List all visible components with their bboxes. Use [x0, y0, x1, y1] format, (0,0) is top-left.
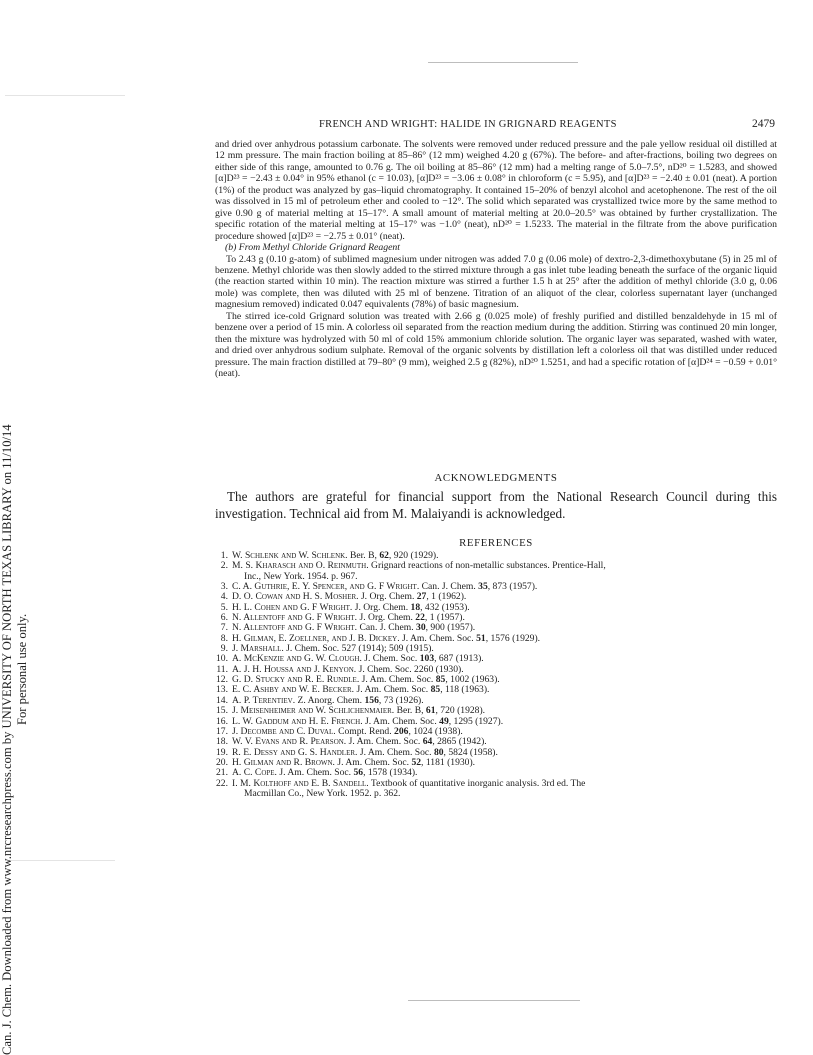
reference-pages: , 1024 (1938). [408, 725, 463, 737]
reference-pages: , 1 (1962). [426, 591, 467, 603]
personal-use-line: For personal use only. [15, 613, 29, 725]
reference-authors: E. C. Ashby and W. E. Becker. [232, 684, 355, 696]
reference-pages: , 432 (1953). [420, 601, 470, 613]
reference-number: 11. [216, 663, 228, 675]
acknowledgments-heading: ACKNOWLEDGMENTS [434, 472, 558, 484]
reference-pages: , 1576 (1929). [485, 632, 541, 644]
scan-speck [428, 62, 578, 63]
acknowledgments-text: The authors are grateful for financial support from the National Research Council during this investigation. Technical aid from M. Malaiyandi is acknowledged. [215, 489, 777, 521]
reference-journal: J. Am. Chem. Soc. [356, 684, 429, 696]
reference-volume: 62 [379, 550, 389, 561]
reference-authors: J. Decombe and C. Duval. [232, 725, 336, 737]
reference-pages: , 1578 (1934). [363, 767, 418, 779]
reference-authors: A. P. Terentiev. [232, 694, 296, 706]
reference-journal: J. Org. Chem. [359, 612, 413, 624]
reference-authors: W. V. Evans and R. Pearson. [232, 736, 347, 748]
reference-pages: 2260 (1930). [414, 663, 464, 675]
reference-number: 22. [216, 777, 228, 789]
reference-pages: , 2865 (1942). [432, 736, 487, 748]
reference-journal: Can. J. Chem. [421, 581, 476, 593]
reference-number: 3. [220, 581, 228, 593]
reference-journal: J. Org. Chem. [360, 591, 415, 603]
reference-volume: 18 [410, 601, 421, 613]
reference-journal: Can. J. Chem. [359, 622, 414, 634]
reference-volume: 103 [419, 653, 435, 665]
reference-volume: 85 [430, 684, 441, 696]
reference-pages: , 1 (1957). [424, 612, 465, 624]
reference-journal: Ber. B, [349, 550, 377, 561]
scan-speck [408, 1000, 580, 1001]
section-subheading: (b) From Methyl Chloride Grignard Reagent [225, 242, 401, 254]
reference-authors: A. J. H. Houssa and J. Kenyon. [232, 663, 357, 675]
reference-continuation: Inc., New York. 1954. p. 967. [244, 570, 358, 582]
reference-continuation: Macmillan Co., New York. 1952. p. 362. [244, 787, 401, 799]
reference-journal: J. Am. Chem. Soc. [361, 674, 434, 686]
reference-authors: A. C. Cope. [232, 767, 277, 779]
reference-authors: J. Marshall. [232, 643, 284, 655]
reference-authors: N. Allentoff and G. F Wright. [232, 612, 358, 624]
reference-volume: 56 [353, 767, 364, 779]
reference-number: 21. [216, 767, 228, 779]
reference-authors: G. D. Stucky and R. E. Rundle. [232, 674, 360, 686]
reference-journal: J. Chem. Soc. [358, 663, 412, 675]
reference-pages: , 720 (1928). [435, 705, 486, 717]
reference-number: 16. [216, 715, 228, 727]
reference-number: 15. [216, 705, 228, 717]
reference-pages: , 920 (1929). [388, 550, 439, 561]
body-paragraph: To 2.43 g (0.10 g-atom) of sublimed magnesium under nitrogen was added 7.0 g (0.06 mole) of dextro-2,3-dimethoxybutane (5) in 25 ml of benzene. Methyl chloride was then slowly added to the stirred mixture through a gas inlet tube leading beneath the surface of the organic liquid (the reaction started within 10 min). The reaction mixture was stirred a further 1.5 h at 25° after the addition of methyl chloride (3.0 g, 0.06 mole) was complete, then was diluted with 25 ml of benzene. Titration of an aliquot of the clear, colorless supernatant layer (unchanged magnesium removed) indicated 0.047 equivalents (78%) of basic magnesium. [215, 253, 777, 311]
reference-number: 1. [220, 550, 228, 561]
reference-number: 9. [220, 643, 228, 655]
download-notice-line: Can. J. Chem. Downloaded from www.nrcresearchpress.com by UNIVERSITY OF NORTH TEXAS LIBRARY on 11/10/14 [0, 424, 14, 1055]
reference-authors: C. A. Guthrie, E. Y. Spencer, and G. F Wright. [232, 581, 420, 593]
reference-journal: Grignard reactions of non-metallic substances. Prentice-Hall, [371, 560, 606, 572]
body-paragraph: The stirred ice-cold Grignard solution was treated with 2.66 g (0.025 mole) of freshly purified and distilled benzaldehyde in 15 ml of benzene over a period of 15 min. A colorless oil separated from the reaction medium during the addition. Stirring was continued 20 min longer, then the mixture was hydrolyzed with 50 ml of cold 15% ammonium chloride solution. The organic layer was separated, washed with water, and dried over anhydrous sodium sulphate. Removal of the organic solvents by distillation left a colorless oil that was distilled under reduced pressure. The main fraction distilled at 79–80° (9 mm), weighed 2.5 g (82%), nD²⁰ 1.5251, and had a specific rotation of [α]D²⁴ = −0.59 + 0.01° (neat). [215, 310, 777, 380]
reference-journal: J. Am. Chem. Soc. [337, 756, 410, 768]
reference-journal: J. Chem. Soc. [364, 653, 418, 665]
reference-journal: Ber. B, [396, 705, 424, 717]
running-title: FRENCH AND WRIGHT: HALIDE IN GRIGNARD REAGENTS [319, 119, 617, 130]
reference-journal: J. Am. Chem. Soc. [402, 632, 474, 644]
reference-authors: H. L. Cohen and G. F Wright. [232, 601, 353, 613]
experimental-text [215, 139, 777, 380]
reference-authors: D. O. Cowan and H. S. Mosher. [232, 591, 359, 603]
reference-number: 17. [216, 725, 228, 737]
reference-journal: J. Org. Chem. [354, 601, 409, 613]
reference-volume: 156 [364, 694, 379, 706]
reference-authors: J. Meisenheimer and W. Schlichenmaier. [232, 705, 395, 717]
reference-pages: , 1295 (1927). [448, 715, 504, 727]
reference-pages: 527 (1914); 509 (1915). [341, 643, 434, 655]
reference-journal: J. Am. Chem. Soc. [365, 715, 437, 727]
reference-number: 2. [220, 560, 228, 572]
reference-pages: , 1002 (1963). [445, 674, 500, 686]
reference-authors: N. Allentoff and G. F Wright. [232, 622, 358, 634]
page-number: 2479 [752, 118, 775, 130]
reference-volume: 52 [411, 756, 422, 768]
reference-volume: 80 [433, 746, 444, 758]
reference-item [215, 779, 777, 800]
reference-pages: , 873 (1957). [487, 581, 538, 593]
reference-authors: I. M. Kolthoff and E. B. Sandell. [232, 777, 369, 789]
reference-journal: Z. Anorg. Chem. [297, 694, 363, 706]
reference-pages: , 118 (1963). [440, 684, 490, 696]
reference-volume: 64 [422, 736, 433, 748]
reference-pages: , 73 (1926). [378, 694, 424, 706]
reference-volume: 49 [439, 715, 449, 727]
running-header [215, 119, 775, 133]
reference-authors: L. W. Gaddum and H. E. French. [232, 715, 363, 727]
reference-number: 10. [216, 653, 228, 665]
reference-authors: W. Schlenk and W. Schlenk. [232, 550, 348, 561]
reference-authors: M. S. Kharasch and O. Reinmuth. [232, 560, 369, 572]
reference-authors: H. Gilman and R. Brown. [232, 756, 335, 768]
reference-journal: J. Chem. Soc. [286, 643, 340, 655]
reference-number: 8. [220, 632, 228, 644]
reference-number: 5. [220, 601, 228, 613]
reference-number: 14. [216, 694, 228, 706]
reference-number: 12. [216, 674, 228, 686]
reference-number: 20. [216, 756, 228, 768]
references-heading: REFERENCES [459, 537, 533, 549]
reference-authors: R. E. Dessy and G. S. Handler. [232, 746, 358, 758]
reference-number: 13. [216, 684, 228, 696]
reference-journal: J. Am. Chem. Soc. [359, 746, 432, 758]
reference-pages: , 900 (1957). [425, 622, 476, 634]
body-paragraph: and dried over anhydrous potassium carbonate. The solvents were removed under reduced pressure and the pale yellow residual oil distilled at 12 mm pressure. The main fraction boiling at 85–86° (12 mm) weighed 4.20 g (67%). The before- and after-fractions, boiling two degrees on either side of this range, amounted to 0.76 g. The oil boiling at 85–86° (12 mm) had a melting range of 5.0–7.5°, nD²⁰ = 1.5283, and showed [α]D²³ = −2.43 ± 0.04° in 95% ethanol (c = 10.03), [α]D²³ = −3.06 ± 0.08° in chloroform (c = 5.95), and [α]D²³ = −2.40 ± 0.01 (neat). A portion (1%) of the product was analyzed by gas–liquid chromatography. It contained 15–20% of benzyl alcohol and acetophenone. The rest of the oil was dissolved in 15 ml of petroleum ether and cooled to −12°. The solid which separated was crystallized twice more by the same method to give 0.90 g of material melting at 15–17°. A small amount of material melting at 20.0–20.5° was obtained by further crystallization. The specific rotation of the material melting at 15–17° was −1.0° (neat), nD²⁰ = 1.5233. The material in the filtrate from the above purification procedure showed [α]D²³ = −2.75 ± 0.01° (neat). [215, 139, 777, 242]
reference-number: 6. [220, 612, 228, 624]
reference-authors: A. McKenzie and G. W. Clough. [232, 653, 362, 665]
reference-volume: 35 [478, 581, 488, 593]
reference-volume: 61 [425, 705, 436, 717]
reference-journal: J. Am. Chem. Soc. [279, 767, 352, 779]
reference-number: 7. [220, 622, 228, 634]
reference-volume: 206 [394, 725, 409, 737]
reference-pages: , 1181 (1930). [421, 756, 476, 768]
reference-volume: 51 [476, 632, 486, 644]
reference-journal: Textbook of quantitative inorganic analysis. 3rd ed. The [370, 777, 586, 789]
reference-volume: 27 [416, 591, 427, 603]
reference-journal: J. Am. Chem. Soc. [348, 736, 421, 748]
reference-pages: , 5824 (1958). [443, 746, 498, 758]
reference-pages: , 687 (1913). [434, 653, 484, 665]
reference-item [215, 561, 777, 582]
download-notice [0, 2, 40, 1055]
reference-authors: H. Gilman, E. Zoellner, and J. B. Dickey. [232, 632, 400, 644]
reference-volume: 85 [435, 674, 446, 686]
reference-number: 18. [216, 736, 228, 748]
reference-journal: Compt. Rend. [338, 725, 392, 737]
reference-number: 19. [216, 746, 228, 758]
reference-number: 4. [220, 591, 228, 603]
reference-list [215, 551, 777, 799]
reference-volume: 30 [416, 622, 426, 634]
reference-volume: 22 [415, 612, 425, 624]
